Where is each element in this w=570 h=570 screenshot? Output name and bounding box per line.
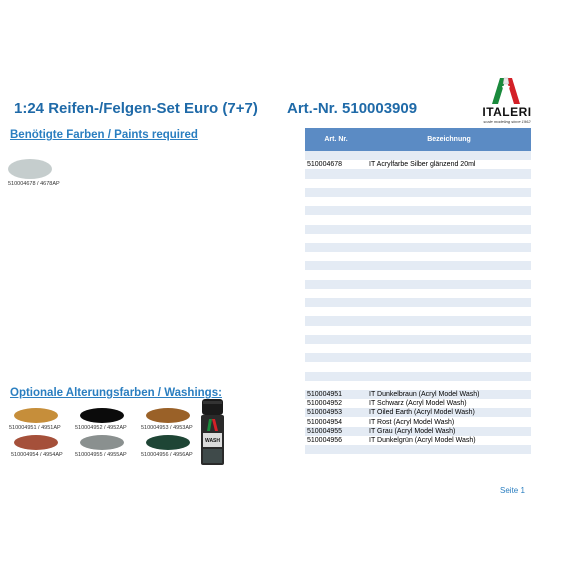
cell-description	[367, 215, 531, 224]
cell-description	[367, 179, 531, 188]
table-row	[305, 445, 531, 454]
cell-article-number: 510004954	[305, 417, 367, 426]
cell-article-number	[305, 206, 367, 215]
cell-article-number: 510004955	[305, 427, 367, 436]
table-row	[305, 160, 531, 169]
cell-description	[367, 280, 531, 289]
cell-description	[367, 298, 531, 307]
cell-article-number	[305, 270, 367, 279]
cell-description: IT Dunkelbraun (Acryl Model Wash)	[367, 390, 531, 399]
cell-article-number	[305, 372, 367, 381]
cell-article-number	[305, 316, 367, 325]
cell-article-number: 510004953	[305, 408, 367, 417]
table-header-row	[305, 128, 531, 151]
cell-description	[367, 197, 531, 206]
table-row	[305, 335, 531, 344]
paint-label: 510004678 / 4678AP	[8, 181, 60, 187]
article-number: Art.-Nr. 510003909	[287, 100, 418, 117]
cell-description	[367, 169, 531, 178]
cell-description: IT Grau (Acryl Model Wash)	[367, 427, 531, 436]
cell-article-number	[305, 289, 367, 298]
cell-description	[367, 270, 531, 279]
cell-article-number	[305, 225, 367, 234]
wash-label: 510004952 / 4952AP	[75, 425, 127, 431]
table-row	[305, 289, 531, 298]
table-row	[305, 326, 531, 335]
cell-description	[367, 344, 531, 353]
column-header-article: Art. Nr.	[305, 128, 367, 151]
cell-description	[367, 335, 531, 344]
table-row	[305, 298, 531, 307]
cell-article-number	[305, 280, 367, 289]
wash-label: 510004956 / 4956AP	[141, 452, 193, 458]
cell-description: IT Dunkelgrün (Acryl Model Wash)	[367, 436, 531, 445]
page-title: 1:24 Reifen-/Felgen-Set Euro (7+7)	[14, 100, 258, 117]
cell-description	[367, 289, 531, 298]
wash-bottle-icon	[200, 399, 225, 465]
table-row	[305, 381, 531, 390]
cell-description	[367, 252, 531, 261]
cell-article-number	[305, 188, 367, 197]
table-row	[305, 316, 531, 325]
cell-description	[367, 151, 531, 160]
cell-article-number: 510004951	[305, 390, 367, 399]
table-row	[305, 206, 531, 215]
cell-article-number	[305, 353, 367, 362]
table-row	[305, 417, 531, 426]
table-row	[305, 307, 531, 316]
table-row	[305, 225, 531, 234]
table-row	[305, 215, 531, 224]
table-row	[305, 188, 531, 197]
parts-table	[305, 128, 531, 454]
cell-article-number	[305, 298, 367, 307]
cell-description: IT Oiled Earth (Acryl Model Wash)	[367, 408, 531, 417]
cell-description	[367, 353, 531, 362]
cell-article-number	[305, 307, 367, 316]
cell-description: IT Rost (Acryl Model Wash)	[367, 417, 531, 426]
table-row	[305, 436, 531, 445]
cell-article-number	[305, 234, 367, 243]
paints-heading: Benötigte Farben / Paints required	[10, 129, 198, 141]
cell-article-number	[305, 197, 367, 206]
cell-description	[367, 326, 531, 335]
column-header-description: Bezeichnung	[367, 128, 531, 151]
cell-article-number	[305, 151, 367, 160]
table-row	[305, 408, 531, 417]
wash-label: 510004955 / 4955AP	[75, 452, 127, 458]
table-row	[305, 243, 531, 252]
cell-article-number: 510004678	[305, 160, 367, 169]
cell-article-number	[305, 179, 367, 188]
cell-article-number	[305, 335, 367, 344]
table-row	[305, 390, 531, 399]
wash-label: 510004954 / 4954AP	[11, 452, 63, 458]
cell-description	[367, 243, 531, 252]
table-row	[305, 197, 531, 206]
table-row	[305, 151, 531, 160]
wash-swatch-2	[80, 408, 124, 423]
cell-description	[367, 362, 531, 371]
wash-swatch-5	[80, 435, 124, 450]
table-row	[305, 344, 531, 353]
cell-description	[367, 316, 531, 325]
cell-article-number: 510004952	[305, 399, 367, 408]
table-row	[305, 234, 531, 243]
table-row	[305, 252, 531, 261]
table-row	[305, 261, 531, 270]
wash-label: 510004951 / 4951AP	[9, 425, 61, 431]
cell-description	[367, 234, 531, 243]
cell-article-number	[305, 215, 367, 224]
table-row	[305, 399, 531, 408]
cell-description	[367, 261, 531, 270]
cell-article-number	[305, 381, 367, 390]
paint-swatch-silver	[8, 159, 52, 179]
cell-article-number	[305, 252, 367, 261]
table-row	[305, 362, 531, 371]
page-number: Seite 1	[500, 486, 525, 495]
table-row	[305, 280, 531, 289]
cell-article-number	[305, 326, 367, 335]
cell-article-number	[305, 169, 367, 178]
wash-swatch-3	[146, 408, 190, 423]
table-row	[305, 179, 531, 188]
wash-label: 510004953 / 4953AP	[141, 425, 193, 431]
cell-description	[367, 188, 531, 197]
cell-article-number	[305, 243, 367, 252]
cell-article-number	[305, 261, 367, 270]
table-row	[305, 427, 531, 436]
parts-table-body	[305, 151, 531, 454]
table-row	[305, 169, 531, 178]
cell-description	[367, 307, 531, 316]
wash-swatch-6	[146, 435, 190, 450]
cell-article-number	[305, 445, 367, 454]
cell-description	[367, 225, 531, 234]
wash-swatch-4	[14, 435, 58, 450]
cell-description: IT Schwarz (Acryl Model Wash)	[367, 399, 531, 408]
cell-article-number	[305, 344, 367, 353]
table-row	[305, 353, 531, 362]
cell-description	[367, 206, 531, 215]
washings-heading: Optionale Alterungsfarben / Washings:	[10, 387, 222, 399]
cell-description: IT Acrylfarbe Silber glänzend 20ml	[367, 160, 531, 169]
table-row	[305, 270, 531, 279]
cell-article-number: 510004956	[305, 436, 367, 445]
table-row	[305, 372, 531, 381]
cell-description	[367, 372, 531, 381]
cell-description	[367, 381, 531, 390]
cell-article-number	[305, 362, 367, 371]
logo-tagline: scale modeling since 1962	[483, 119, 531, 124]
bottle-label: WASH	[205, 438, 220, 444]
wash-swatch-1	[14, 408, 58, 423]
logo-wordmark: ITALERI	[482, 105, 532, 119]
cell-description	[367, 445, 531, 454]
